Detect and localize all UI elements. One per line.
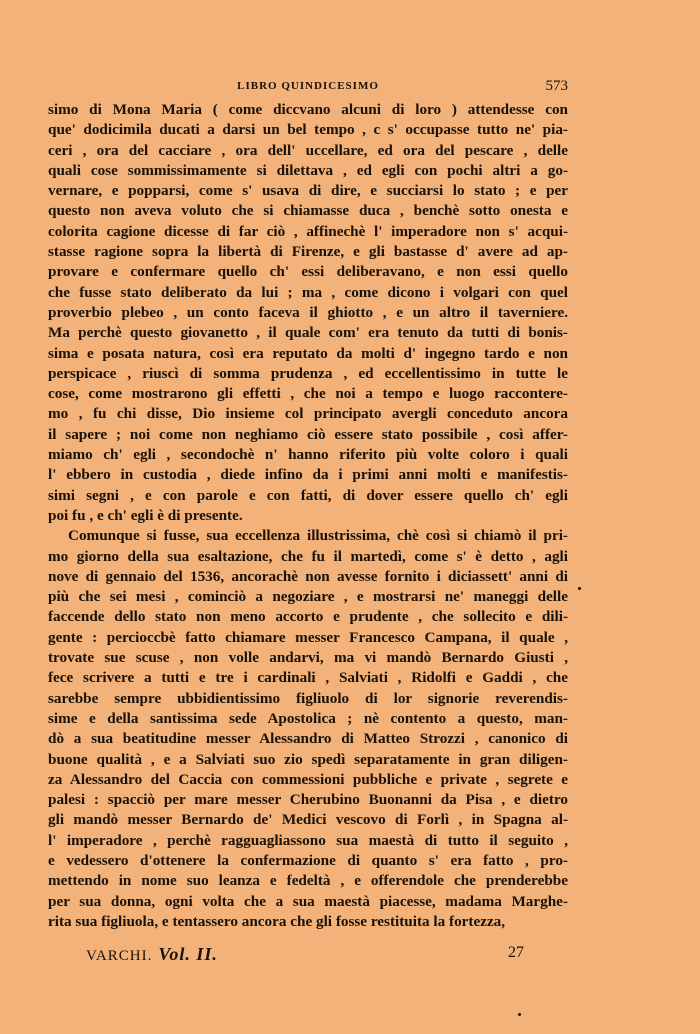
text-line: stasse ragione sopra la libertà di Firenze, e gli bastasse d' avere ad ap- bbox=[48, 243, 568, 261]
text-line: poi fu , e ch' egli è di presente. bbox=[48, 506, 243, 524]
text-line: gente : percioccbè fatto chiamare messer Francesco Campana, il quale , bbox=[48, 628, 568, 646]
text-line: Comunque si fusse, sua eccellenza illustrissima, chè così si chiamò il pri- bbox=[68, 527, 568, 545]
text-line: mo , fu chi disse, Dio insieme col principato avergli conceduto ancora bbox=[48, 405, 568, 423]
paragraph bbox=[48, 526, 568, 932]
text-line: za Alessandro del Caccia con commessioni pubbliche e private , segrete e bbox=[48, 770, 568, 788]
paragraph bbox=[48, 100, 568, 526]
text-line: palesi : spacciò per mare messer Cherubino Buonanni da Pisa , e dietro bbox=[48, 791, 568, 809]
text-line: mo giorno della sua esaltazione, che fu il martedì, come s' è detto , agli bbox=[48, 547, 568, 565]
text-line: cose, come mostrarono gli effetti , che noi a tempo e luogo raccontere- bbox=[48, 385, 568, 403]
text-line: vernare, e popparsi, come s' usava di dire, e succiarsi lo stato ; e per bbox=[48, 182, 568, 200]
text-line: colorita cagione dicesse di far ciò , affinechè l' imperadore non s' acqui- bbox=[48, 222, 568, 240]
text-line: faccende dello stato non meno accorto e prudente , che sollecito e dili- bbox=[48, 608, 568, 626]
text-line: mettendo in nome suo leanza e fedeltà , e offerendole che prenderebbe bbox=[48, 872, 568, 890]
text-line: simo di Mona Maria ( come diccvano alcuni di loro ) attendesse con bbox=[48, 101, 568, 118]
text-line: quali cose sommissimamente si dilettava , ed egli con pochi altri a go- bbox=[48, 161, 568, 179]
footer-author: VARCHI. bbox=[86, 948, 153, 964]
page-number: 573 bbox=[545, 78, 568, 94]
text-line: perspicace , riuscì di somma prudenza , ed eccellentissimo in tutte le bbox=[48, 364, 568, 382]
text-line: sima e posata natura, così era reputato da molti d' ingegno tardo e non bbox=[48, 344, 568, 362]
text-line: più che sei mesi , cominciò a negoziare , e mostrarsi ne' maneggi delle bbox=[48, 588, 568, 606]
running-title: LIBRO QUINDICESIMO bbox=[237, 80, 379, 92]
text-line: rita sua figliuola, e tentassero ancora che gli fosse restituita la fortezza, bbox=[48, 912, 506, 930]
text-line: sarebbe sempre ubbidientissimo figliuolo di lor signorie reverendis- bbox=[48, 689, 568, 707]
text-line: trovate sue scuse , non volle andarvi, ma vi mandò Bernardo Giusti , bbox=[48, 649, 568, 667]
footer-volume: Vol. II. bbox=[158, 944, 218, 964]
text-line: gli mandò messer Bernardo de' Medici vescovo di Forlì , in Spagna al- bbox=[48, 811, 568, 829]
text-line: che fusse stato deliberato da lui ; ma , come dicono i volgari con quel bbox=[48, 283, 568, 301]
text-line: per sua donna, ogni volta che a sua maestà piacesse, madama Marghe- bbox=[48, 892, 568, 910]
text-line: l' imperadore , perchè ragguagliassono sua maestà di tutto il seguito , bbox=[48, 831, 568, 849]
margin-mark bbox=[578, 587, 581, 590]
text-line: Ma perchè questo giovanetto , il quale com' era tenuto da tutti di bonis- bbox=[48, 324, 568, 342]
text-line: l' ebbero in custodia , diede infino da i primi anni molti e manifestis- bbox=[48, 466, 568, 484]
page-footer bbox=[48, 944, 568, 966]
text-line: e vedessero d'ottenere la confermazione di quanto s' era fatto , pro- bbox=[48, 851, 568, 869]
text-line: questo non aveva voluto che si chiamasse duca , benchè sotto onesta e bbox=[48, 202, 568, 220]
text-line: nove di gennaio del 1536, ancorachè non avesse fornito i diciassett' anni di bbox=[48, 567, 568, 585]
running-head bbox=[48, 80, 568, 100]
text-line: ceri , ora del cacciare , ora dell' uccellare, ed ora del pescare , delle bbox=[48, 141, 568, 159]
text-line: proverbio plebeo , un conto faceva il ghiotto , e un altro il taverniere. bbox=[48, 303, 568, 321]
body-text bbox=[48, 100, 568, 932]
text-line: provare e confermare quello ch' essi deliberavano, e non essi quello bbox=[48, 263, 568, 281]
footer-signature bbox=[86, 944, 218, 965]
signature-mark: 27 bbox=[508, 944, 524, 961]
text-line: miamo ch' egli , secondochè n' hanno riferito più volte coloro i quali bbox=[48, 446, 568, 464]
text-line: il sapere ; noi come non neghiamo ciò essere stato possibile , così affer- bbox=[48, 425, 568, 443]
text-line: que' dodicimila ducati a darsi un bel tempo , c s' occupasse tutto ne' pia- bbox=[48, 121, 568, 139]
text-line: dò a sua beatitudine messer Alessandro di Matteo Strozzi , canonico di bbox=[48, 730, 568, 748]
margin-mark bbox=[518, 1013, 521, 1016]
text-line: fece scrivere a tutti e tre i cardinali , Salviati , Ridolfi e Gaddi , che bbox=[48, 669, 568, 687]
text-line: buone qualità , e a Salviati suo zio spedì separatamente in gran diligen- bbox=[48, 750, 568, 768]
text-line: sime e della santissima sede Apostolica ; nè contento a questo, man- bbox=[48, 709, 568, 727]
text-line: simi segni , e con parole e con fatti, di dover essere quello ch' egli bbox=[48, 486, 568, 504]
